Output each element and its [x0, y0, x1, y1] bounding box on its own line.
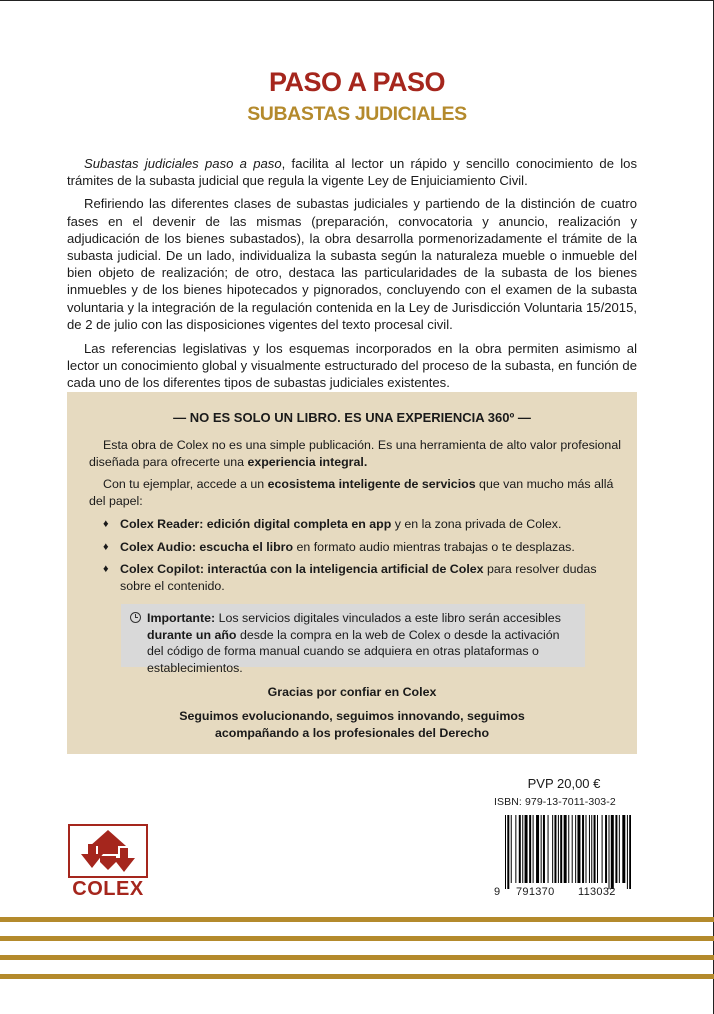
barcode-digit-first: 9: [494, 886, 501, 898]
barcode-bar: [554, 815, 556, 883]
diamond-bullet-icon: ♦: [103, 540, 109, 553]
feature-item-reader: [103, 516, 623, 533]
barcode-bar: [525, 815, 528, 883]
barcode-bar: [591, 815, 592, 883]
price-label: PVP 20,00 €: [527, 776, 601, 791]
barcode-bar: [629, 815, 631, 889]
barcode-bar: [609, 815, 610, 889]
barcode-bar: [582, 815, 584, 883]
closing-line-1: Seguimos evolucionando, seguimos innovando, seguimos: [179, 709, 525, 723]
feature-label: Colex Reader:: [120, 517, 204, 531]
feature-highlight: escucha el libro: [195, 539, 294, 554]
description-paragraph-2: Refiriendo las diferentes clases de subastas judiciales y partiendo de la distinción de cuatro fases en el devenir de las mismas (preparación, convocatoria y anuncio, realización y adjudicación de los bienes subastados), la obra desarrolla pormenorizadamente el trámite de la subasta judicial. De un lado, individualiza la subasta según la naturaleza mueble o inmueble del bien objeto de realización; de otro, destaca las particularidades de la subasta de los bienes inmuebles y de los bienes hipotecados y pignorados, concluyendo con el examen de la subasta voluntaria y la integración de la regulación contenida en la Ley de Jurisdicción Voluntaria 15/2015, de 2 de julio con las disposiciones vigentes del texto procesal civil.: [67, 196, 637, 332]
barcode-bar: [564, 815, 567, 883]
barcode-bar: [597, 815, 598, 883]
feature-list: [103, 516, 623, 600]
barcode-bar: [594, 815, 596, 883]
notice-duration: durante un año: [147, 627, 237, 642]
notice-text-a: Los servicios digitales vinculados a este libro serán accesibles: [215, 611, 561, 625]
barcode-bar: [511, 815, 512, 883]
barcode-bar: [575, 815, 576, 883]
promo-p1-bold: experiencia integral.: [247, 454, 368, 469]
barcode-bar: [541, 815, 542, 883]
barcode-bar: [519, 815, 521, 883]
feature-rest: para resolver dudas sobre el contenido.: [120, 562, 597, 593]
decorative-stripe: [0, 974, 714, 979]
important-notice: [121, 604, 585, 675]
barcode-bar: [619, 815, 620, 883]
barcode-digits-left: 791370: [516, 886, 555, 898]
feature-rest: en formato audio mientras trabajas o te desplazas.: [293, 539, 575, 554]
barcode-bar: [622, 815, 625, 883]
diamond-bullet-icon: ♦: [103, 518, 109, 530]
barcode-bar: [543, 815, 545, 883]
description-paragraph-1-rest: , facilita al lector un rápido y sencillo conocimiento de los trámites de la subasta judicial que regula la vigente Ley de Enjuiciamiento Civil.: [67, 156, 638, 189]
barcode-bar: [560, 815, 562, 883]
feature-item-copilot: [103, 561, 623, 594]
barcode-bar: [627, 815, 628, 889]
diamond-bullet-icon: ♦: [103, 563, 109, 576]
description-paragraph-3: Las referencias legislativas y los esquemas incorporados en la obra permiten asimismo al lector un conocimiento global y visualmente estructurado del proceso de la subasta, en función de cada uno de los diferentes tipos de subastas judiciales existentes.: [67, 341, 637, 391]
isbn-label: ISBN: 979-13-7011-303-2: [494, 796, 616, 808]
promo-paragraph-1: [89, 437, 621, 470]
notice-label: Importante:: [147, 611, 216, 625]
barcode-bar: [552, 815, 553, 883]
closing-message: [67, 708, 637, 741]
feature-highlight: interactúa con la inteligencia artificial de Colex: [203, 562, 484, 577]
feature-label: Colex Copilot:: [120, 562, 204, 577]
book-title-italic: Subastas judiciales paso a paso: [84, 156, 282, 171]
barcode-bar: [586, 815, 587, 883]
notice-text: [147, 610, 577, 676]
book-series-title: PASO A PASO: [268, 67, 446, 97]
feature-item-audio: [103, 539, 623, 556]
promo-p2-text-a: Con tu ejemplar, accede a un: [103, 477, 268, 491]
barcode-bar: [548, 815, 549, 883]
barcode-bar: [529, 815, 531, 883]
decorative-stripe: [0, 917, 714, 922]
barcode-bar: [615, 815, 617, 883]
promo-p1-text: Esta obra de Colex no es una simple publicación. Es una herramienta de alto valor profesional diseñada para ofrecerte una: [89, 438, 621, 469]
feature-label: Colex Audio:: [120, 539, 196, 554]
feature-highlight: edición digital completa en app: [203, 517, 392, 531]
barcode-bar: [536, 815, 539, 883]
barcode-bar: [558, 815, 559, 883]
barcode-bar: [515, 815, 516, 883]
promo-p2-text-c: que van mucho más allá del papel:: [89, 477, 614, 508]
promo-paragraph-2: [89, 476, 621, 509]
notice-text-c: desde la compra en la web de Colex o desde la activación del código de forma manual cuando se adquiera en otras plataformas o establecimientos.: [147, 627, 560, 675]
barcode-bar: [605, 815, 607, 883]
barcode-bar: [589, 815, 590, 883]
barcode-bar: [522, 815, 523, 883]
barcode-digits-right: 113032: [578, 886, 616, 898]
description-paragraph-1: [67, 155, 637, 189]
book-subtitle: SUBASTAS JUDICIALES: [247, 103, 467, 125]
description-text: [67, 155, 637, 399]
barcode-bar: [577, 815, 580, 883]
decorative-stripe: [0, 955, 714, 960]
logo-wordmark: COLEX: [72, 878, 144, 900]
closing-line-2: acompañando a los profesionales del Derecho: [214, 725, 490, 740]
top-border: [0, 0, 714, 1]
barcode-bar: [611, 815, 614, 889]
barcode-bar: [505, 815, 506, 889]
barcode-bar: [507, 815, 509, 889]
barcode-bar: [602, 815, 603, 883]
barcode-bar: [568, 815, 569, 883]
clock-icon: [130, 612, 141, 623]
promo-box: [67, 392, 637, 754]
barcode-bar: [572, 815, 573, 883]
thanks-line: Gracias por confiar en Colex: [267, 685, 437, 699]
barcode: [505, 815, 631, 889]
barcode-bar: [533, 815, 534, 883]
promo-heading: — NO ES SOLO UN LIBRO. ES UNA EXPERIENCIA 360º —: [173, 410, 531, 425]
promo-p2-bold: ecosistema inteligente de servicios: [267, 477, 476, 491]
decorative-stripe: [0, 936, 714, 941]
feature-rest: y en la zona privada de Colex.: [391, 517, 562, 531]
